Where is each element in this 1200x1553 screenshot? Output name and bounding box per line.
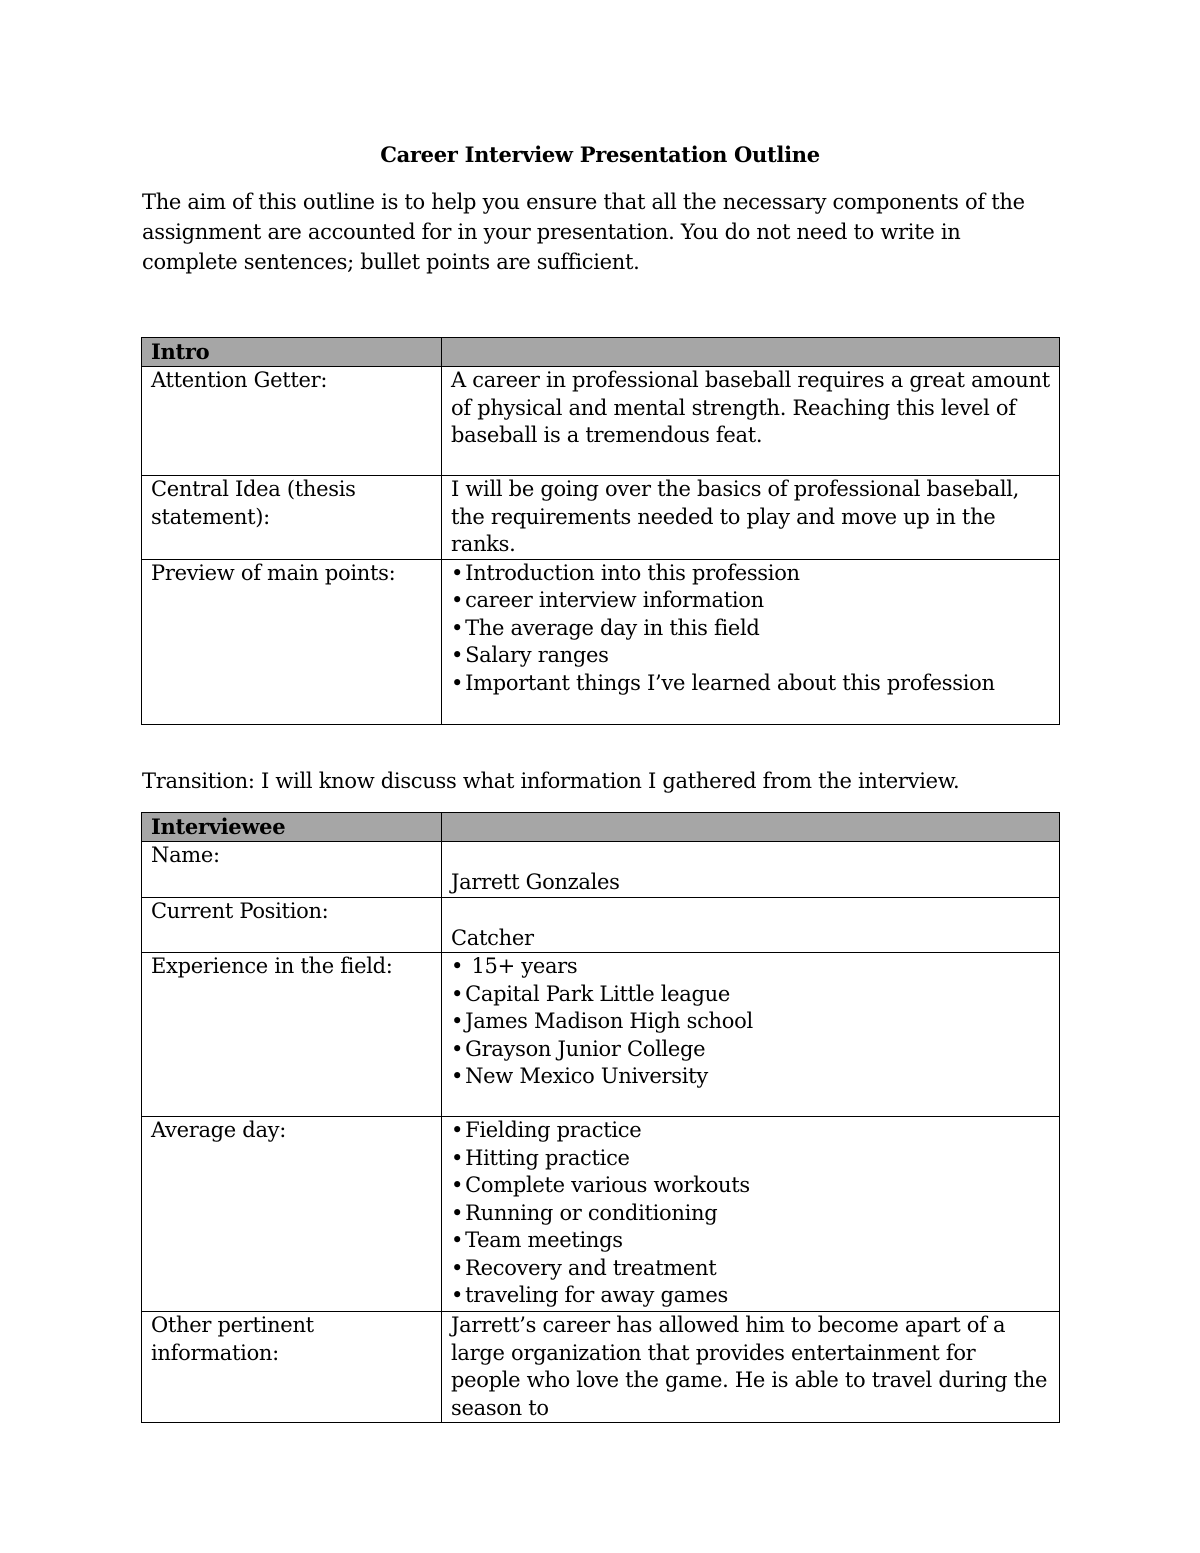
name-row (142, 842, 1060, 898)
position-row (142, 897, 1060, 953)
list-item: • Introduction into this profession (451, 560, 1050, 588)
interviewee-table-header-row (142, 813, 1060, 842)
other-info-label: Other pertinent information: (142, 1312, 442, 1423)
list-item: • traveling for away games (451, 1282, 1050, 1310)
preview-points-label: Preview of main points: (142, 559, 442, 724)
central-idea-label: Central Idea (thesis statement): (142, 476, 442, 560)
list-item: • Running or conditioning (451, 1200, 1050, 1228)
central-idea-value: I will be going over the basics of professional baseball, the requirements needed to play and move up in the ranks. (442, 476, 1060, 560)
experience-value (442, 953, 1060, 1117)
average-day-list (451, 1117, 1050, 1310)
interviewee-table (141, 812, 1060, 1423)
position-value: Catcher (442, 897, 1060, 953)
intro-paragraph: The aim of this outline is to help you ensure that all the necessary components of the assignment are accounted for in your presentation. You do not need to write in complete sentences; bullet points are sufficient. (142, 190, 1025, 274)
average-day-label: Average day: (142, 1117, 442, 1312)
attention-getter-row (142, 367, 1060, 476)
list-item: • Important things I’ve learned about this profession (451, 670, 1050, 698)
preview-points-row (142, 559, 1060, 724)
page-title: Career Interview Presentation Outline (380, 142, 820, 167)
intro-table-header-empty (442, 338, 1060, 367)
list-item: • Complete various workouts (451, 1172, 1050, 1200)
attention-getter-label: Attention Getter: (142, 367, 442, 476)
experience-label: Experience in the field: (142, 953, 442, 1117)
list-item: • Capital Park Little league (451, 981, 1050, 1009)
list-item: • career interview information (451, 587, 1050, 615)
preview-points-value (442, 559, 1060, 724)
other-info-value: Jarrett’s career has allowed him to become apart of a large organization that provides entertainment for people who love the game. He is able to travel during the season to (442, 1312, 1060, 1423)
name-value: Jarrett Gonzales (442, 842, 1060, 898)
experience-list (451, 953, 1050, 1091)
interviewee-table-header-empty (442, 813, 1060, 842)
list-item: • Fielding practice (451, 1117, 1050, 1145)
list-item: • Team meetings (451, 1227, 1050, 1255)
list-item: • Hitting practice (451, 1145, 1050, 1173)
position-label: Current Position: (142, 897, 442, 953)
list-item: • The average day in this field (451, 615, 1050, 643)
transition-text: Transition: I will know discuss what information I gathered from the interview. (142, 769, 960, 793)
other-info-row (142, 1312, 1060, 1423)
list-item: • Recovery and treatment (451, 1255, 1050, 1283)
central-idea-row (142, 476, 1060, 560)
list-item: • James Madison High school (451, 1008, 1050, 1036)
list-item: • Salary ranges (451, 642, 1050, 670)
preview-points-list (451, 560, 1050, 698)
list-item: • New Mexico University (451, 1063, 1050, 1091)
list-item: • 15+ years (451, 953, 1050, 981)
attention-getter-value: A career in professional baseball requires a great amount of physical and mental strength. Reaching this level of baseball is a tremendous feat. (442, 367, 1060, 476)
experience-row (142, 953, 1060, 1117)
average-day-row (142, 1117, 1060, 1312)
intro-table-header-row (142, 338, 1060, 367)
name-label: Name: (142, 842, 442, 898)
intro-table-header: Intro (142, 338, 442, 367)
intro-table (141, 337, 1060, 725)
average-day-value (442, 1117, 1060, 1312)
list-item: • Grayson Junior College (451, 1036, 1050, 1064)
interviewee-table-header: Interviewee (142, 813, 442, 842)
